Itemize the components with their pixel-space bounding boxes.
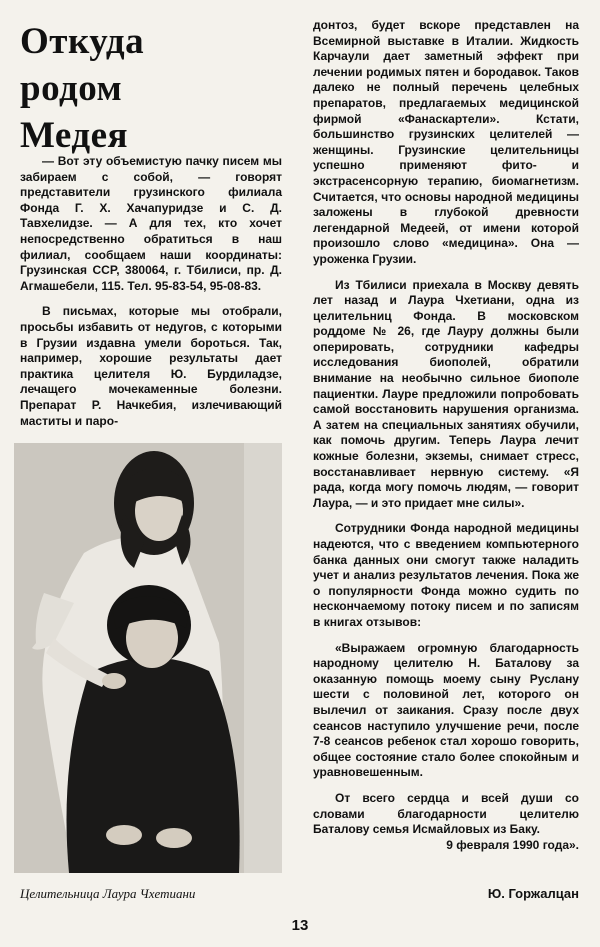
paragraph: донтоз, будет вскоре представлен на Всемирной выставке в Италии. Жидкость Карчаули дает заметный эффект при лечении родимых пятен и бородавок. Таков далеко не полный перечень целебных препаратов, предлагаемых медицинской фирмой «Фанаскартели». Кстати, большинство грузинских целителей — женщины. Грузинские целительницы успешно применяют фито- и экстрасенсорную терапию, биомагнетизм. Считается, что основы народной медицины заложены в глубокой древности легендарной Медеей, от имени которой произошло слово «медицина». Она — уроженка Грузии. [313, 18, 579, 266]
quote-paragraph: От всего сердца и всей души со словами благодарности целителю Баталову семья Исмайловых из Баку. [313, 790, 579, 837]
right-text-column [313, 18, 579, 853]
contact-info: Грузинская ССР, 380064, г. Тбилиси, пр. Д. Агмашебели, 115. Тел. 95-83-54, 95-08-83. [20, 263, 282, 293]
paragraph: Сотрудники Фонда народной медицины надеются, что с введением компьютерного банка данных они смогут также наладить учет и анализ результатов лечения. Пока же о популярности Фонда можно судить по нескончаемому потоку писем и по записям в книгах отзывов: [313, 521, 579, 629]
paragraph: В письмах, которые мы отобрали, просьбы избавить от недугов, с которыми в Грузии издавна умели бороться. Так, например, хорошие результаты дает практика целителя Ю. Бурдиладзе, лечащего мочекаменные болезни. Препарат Р. Начкебия, излечивающий маститы и паро- [20, 304, 282, 428]
photo-healer [14, 443, 282, 873]
article-title [20, 18, 260, 159]
paragraph [20, 154, 282, 294]
author-signature: Ю. Горжалцан [487, 886, 579, 901]
quote-date: 9 февраля 1990 года». [446, 837, 579, 852]
quote-paragraph: «Выражаем огромную благодарность народному целителю Н. Баталову за оказанную помощь моему сыну Руслану шести с половиной лет, которого он вылечил от заикания. Сразу после двух сеансов наступило улучшение речи, после 7-8 сеансов ребенок стал хорошо говорить, общее состояние стало более спокойным и уравновешенным. [313, 640, 579, 780]
paragraph-text: — Вот эту объемистую пачку писем мы забираем с собой, — говорят представители грузинского филиала Фонда Г. Х. Хачапуридзе и С. Д. Тавхелидзе. — А для тех, кто хочет непосредственно обратиться в наш филиал, сообщаем наши координаты: [20, 154, 282, 262]
page-number: 13 [291, 917, 309, 934]
title-line-1: Откуда [20, 21, 145, 62]
title-line-3: Медея [20, 115, 129, 156]
left-text-column [20, 154, 282, 429]
title-line-2: родом [20, 68, 123, 109]
paragraph: Из Тбилиси приехала в Москву девять лет назад и Лаура Чхетиани, одна из целительниц Фонда. В московском роддоме № 26, где Лауру должны были оперировать, сотрудники кафедры исследования биополей, обратили внимание на необычно сильное биополе пациентки. Лауре предложили попробовать самой восстановить нарушения организма. А затем на специальных занятиях обучили, как помочь другим. Теперь Лаура лечит кожные болезни, экземы, снимает стресс, восстанавливает нервную систему. «Я рада, когда могу помочь людям, — говорит Лаура, — и это придает мне силы». [313, 277, 579, 510]
photo-illustration [14, 443, 282, 873]
photo-caption: Целительница Лаура Чхетиани [20, 886, 196, 901]
